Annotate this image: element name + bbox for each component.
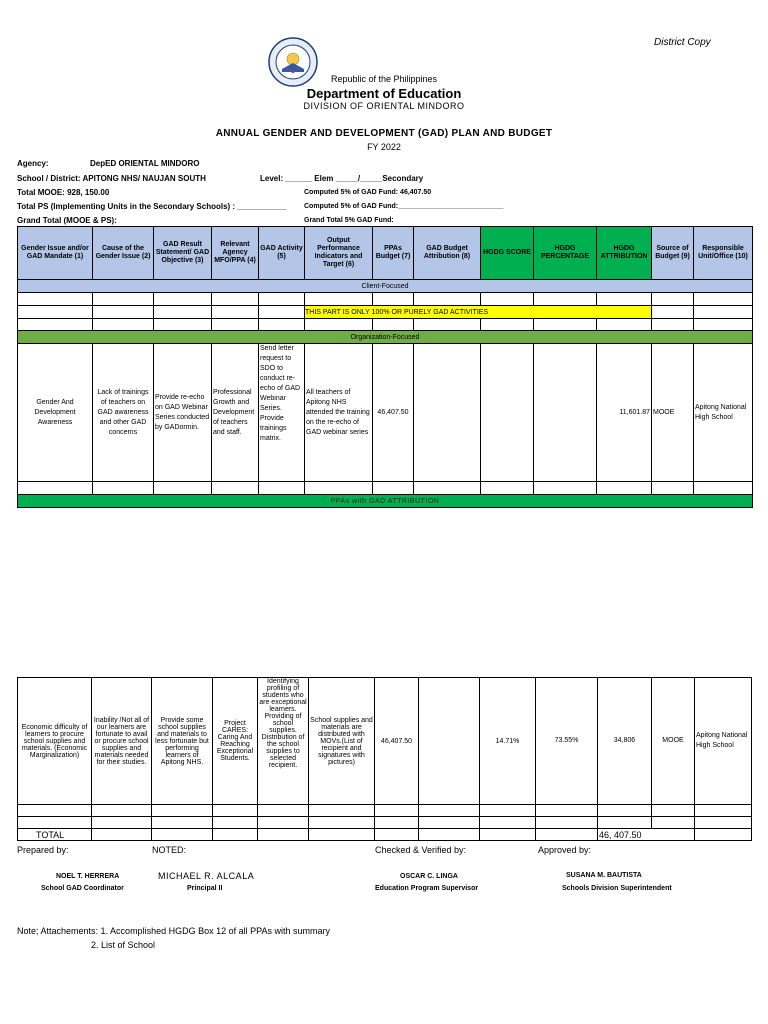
prepared-name: NOEL T. HERRERA: [56, 873, 120, 880]
noted-position: Principal II: [187, 885, 223, 892]
plan-title: ANNUAL GENDER AND DEVELOPMENT (GAD) PLAN AND BUDGET: [215, 128, 553, 139]
table-row: [18, 319, 753, 331]
checked-name: OSCAR C. LINGA: [400, 873, 458, 880]
attr-mfo: Project CARES: Caring And Reaching Exceptional Students.: [213, 678, 258, 805]
attachments-note: Note; Attachements: 1. Accomplished HGDG Box 12 of all PPAs with summary: [17, 926, 330, 936]
col-result-statement: GAD Result Statement/ GAD Objective (3): [154, 227, 212, 280]
col-gad-budget-attribution: GAD Budget Attribution (8): [414, 227, 481, 280]
agency-value: DepED ORIENTAL MINDORO: [90, 159, 200, 168]
col-source-of-budget: Source of Budget (9): [652, 227, 694, 280]
table-row: [18, 293, 753, 306]
total-mooe: Total MOOE: 928, 150.00: [17, 188, 110, 197]
col-hgdg-attribution: HGDG ATTRIBUTION: [597, 227, 652, 280]
attr-unit: Apitong National High School: [695, 678, 752, 805]
col-output-indicators: Output Performance Indicators and Target (6): [305, 227, 373, 280]
attr-output: School supplies and materials are distributed with MOVs.(List of recipient and signatures with pictures): [309, 678, 375, 805]
school-district: School / District: APITONG NHS/ NAUJAN SOUTH: [17, 174, 206, 183]
total-ps: Total PS (Implementing Units in the Secondary Schools) : ___________: [17, 202, 287, 211]
level-field: Level: ______ Elem _____/_____Secondary: [260, 174, 424, 183]
ppas-band: [18, 495, 753, 508]
col-gad-activity: GAD Activity (5): [259, 227, 305, 280]
department-title: Department of Education: [306, 86, 462, 101]
org-mfo: Professional Growth and Development of teachers and staff.: [212, 344, 259, 482]
attachments-note-2: 2. List of School: [91, 940, 156, 950]
attr-percentage: 73.55%: [536, 678, 598, 805]
table-row: [18, 678, 752, 805]
table-row: [18, 817, 752, 829]
approved-name: SUSANA M. BAUTISTA: [566, 872, 642, 879]
gad-only-note-cell: [305, 306, 652, 319]
client-focused-label: Client-Focused: [18, 280, 753, 293]
noted-label: NOTED:: [152, 845, 187, 855]
total-label: TOTAL: [18, 829, 92, 841]
prepared-position: School GAD Coordinator: [41, 885, 124, 892]
agency-label: Agency:: [17, 159, 49, 168]
col-cause: Cause of the Gender Issue (2): [93, 227, 154, 280]
col-gender-issue: Gender Issue and/or GAD Mandate (1): [18, 227, 93, 280]
grand-total: Grand Total (MOOE & PS):: [17, 216, 117, 225]
approved-label: Approved by:: [538, 845, 592, 855]
noted-name: MICHAEL R. ALCALA: [158, 871, 255, 881]
total-value: 46, 407.50: [598, 829, 695, 841]
col-agency-mfo: Relevant Agency MFO/PPA (4): [212, 227, 259, 280]
attr-attribution: 34,806: [598, 678, 652, 805]
attr-ppa-budget: 46,407.50: [375, 678, 419, 805]
table-row: [18, 344, 753, 482]
table-row: [18, 306, 753, 319]
client-focused-band: [18, 280, 753, 293]
ppas-band-label: PPAs with GAD ATTRIBUTION: [18, 495, 753, 508]
table-row: [18, 482, 753, 495]
org-cause: Lack of trainings of teachers on GAD awareness and other GAD concerns: [93, 344, 154, 482]
computed-gad-fund-2: Computed 5% of GAD Fund:___________________________: [304, 203, 504, 210]
attr-source: MOOE: [652, 678, 695, 805]
gad-attribution-table: [17, 677, 752, 841]
grand-total-gad: Grand Total 5% GAD Fund:: [304, 217, 394, 224]
org-source: MOOE: [652, 344, 694, 482]
org-focused-band: [18, 331, 753, 344]
total-row: [18, 829, 752, 841]
attr-objective: Provide some school supplies and materials to less fortunate but performing learners of Apitong NHS.: [152, 678, 213, 805]
gad-plan-table: [17, 226, 753, 508]
division-label: DIVISION OF ORIENTAL MINDORO: [303, 101, 465, 111]
org-output: All teachers of Apitong NHS attended the training on the re-echo of GAD webinar series: [305, 344, 373, 482]
table-header-row: [18, 227, 753, 280]
col-hgdg-percentage: HGDG PERCENTAGE: [534, 227, 597, 280]
attr-activity: Identifying profiling of students who are exceptional learners. Providing of school supplies. Distribution of the school supplies to selected recipient.: [258, 678, 309, 805]
col-hgdg-score: HGDG SCORE: [481, 227, 534, 280]
checked-position: Education Program Supervisor: [375, 885, 479, 892]
prepared-by-label: Prepared by:: [17, 845, 69, 855]
org-focused-label: Organization-Focused: [18, 331, 753, 344]
attr-score: 14.71%: [480, 678, 536, 805]
table-row: [18, 805, 752, 817]
district-copy-label: District Copy: [654, 37, 711, 48]
attr-issue: Economic difficulty of learners to procure school supplies and materials. (Economic Marginalization): [18, 678, 92, 805]
col-ppas-budget: PPAs Budget (7): [373, 227, 414, 280]
org-issue: Gender And Development Awareness: [18, 344, 93, 482]
checked-label: Checked & Verified by:: [375, 845, 467, 855]
attr-cause: Inability /Not all of our learners are fortunate to avail or procure school supplies and materials needed for their studies.: [92, 678, 152, 805]
republic-label: Republic of the Philippines: [330, 74, 438, 84]
org-ppa-budget: 46,407.50: [373, 344, 414, 482]
fiscal-year: FY 2022: [367, 142, 401, 152]
computed-gad-fund-1: Computed 5% of GAD Fund: 46,407.50: [304, 189, 432, 196]
org-activity: Send letter request to SDO to conduct re-echo of GAD Webinar Series. Provide trainings matrix.: [259, 344, 305, 482]
org-objective: Provide re-echo on GAD Webinar Series conducted by GADormin.: [154, 344, 212, 482]
org-unit: Apitong National High School: [694, 344, 753, 482]
approved-position: Schools Division Superintendent: [562, 885, 672, 892]
gad-only-note: THIS PART IS ONLY 100% OR PURELY GAD ACTIVITIES: [305, 309, 595, 316]
col-responsible-unit: Responsible Unit/Office (10): [694, 227, 753, 280]
org-attribution: 11,601.87: [597, 344, 652, 482]
